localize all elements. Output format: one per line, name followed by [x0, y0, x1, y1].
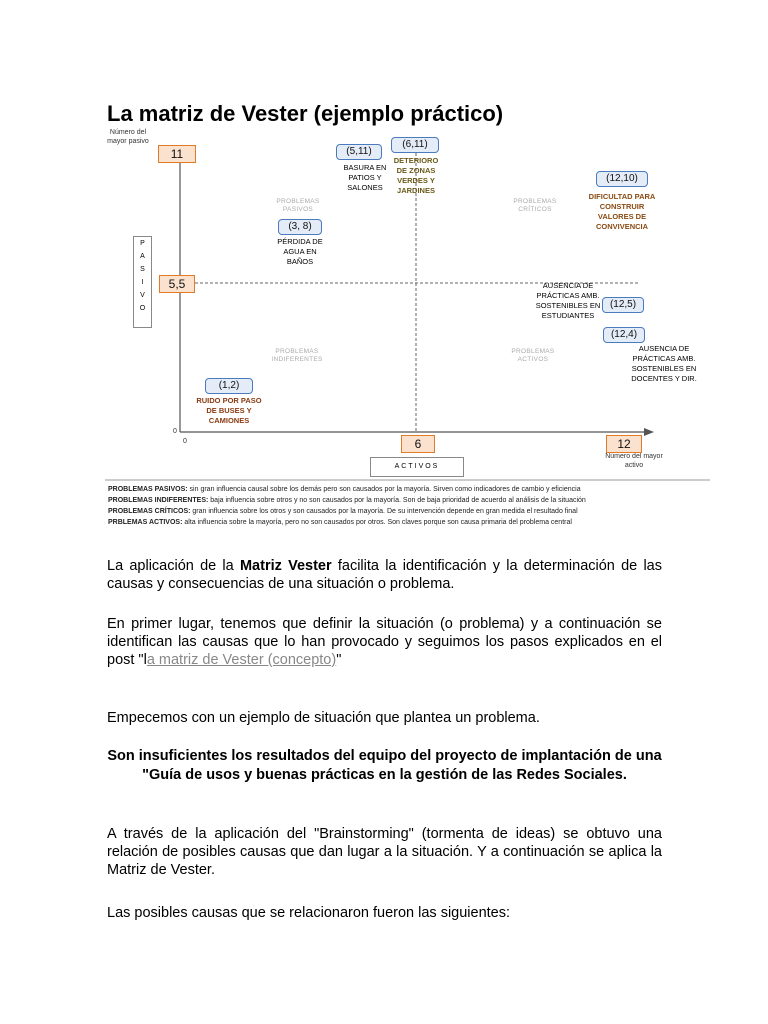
y-mid-box: 5,5 [159, 275, 195, 293]
x-max-box: 12 [606, 435, 642, 453]
quadrant-activos: PROBLEMAS ACTIVOS [511, 348, 555, 363]
point-coord-12-5: (12,5) [602, 297, 644, 313]
x-axis-arrow [644, 428, 654, 436]
y-max-box: 11 [158, 145, 196, 163]
problem-statement: Son insuficientes los resultados del equipo del proyecto de implantación de una "Guía de usos y buenas prácticas en la gestión de las Redes Sociales. [107, 748, 662, 783]
paragraph-brainstorming: A través de la aplicación del "Brainstorming" (tormenta de ideas) se obtuvo una relación de posibles causas que dan lugar a la situación. Y a continuación se aplica la Matriz de Vester. [107, 826, 662, 878]
point-label-basura: BASURA EN PATIOS Y SALONES [343, 163, 387, 192]
paragraph-causes-intro: Las posibles causas que se relacionaron fueron las siguientes: [107, 905, 511, 921]
legend-row: PROBLEMAS CRÍTICOS: gran influencia sobre los otros y son causados por la mayoría. De su intervención depende en gran medida el resultado final [108, 508, 578, 515]
activos-axis-title: ACTIVOS [370, 457, 464, 477]
paragraph-example: Empecemos con un ejemplo de situación que plantea un problema. [107, 710, 540, 726]
pasivo-axis-title: P A S I V O [133, 236, 152, 328]
point-coord-5-11: (5,11) [336, 144, 382, 160]
legend-row: PROBLEMAS PASIVOS: sin gran influencia causal sobre los demás pero son causados por la mayoría. Sirven como indicadores de cambio y eficiencia [108, 486, 581, 493]
paragraph-steps: En primer lugar, tenemos que definir la situación (o problema) y a continuación se identifican las causas que lo han provocado y seguimos los pasos explicados en el post "la matriz de Vester (concepto)" [107, 616, 662, 668]
point-label-ausencia-estudiantes: AUSENCIA DE PRÁCTICAS AMB. SOSTENIBLES EN ESTUDIANTES [535, 281, 601, 320]
point-coord-6-11: (6,11) [391, 137, 439, 153]
point-label-deterioro: DETERIORO DE ZONAS VERDES Y JARDINES [393, 156, 439, 195]
point-coord-3-8: (3, 8) [278, 219, 322, 235]
concept-post-link[interactable]: a matriz de Vester (concepto) [146, 652, 337, 668]
page-title: La matriz de Vester (ejemplo práctico) [107, 101, 504, 126]
paragraph-intro: La aplicación de la Matriz Vester facilita la identificación y la determinación de las causas y consecuencias de una situación o problema. [107, 558, 662, 592]
point-label-dificultad: DIFICULTAD PARA CONSTRUIR VALORES DE CONVIVENCIA [588, 192, 656, 231]
point-label-perdida: PÉRDIDA DE AGUA EN BAÑOS [277, 237, 323, 266]
quadrant-criticos: PROBLEMAS CRÍTICOS [513, 198, 557, 213]
y-axis-caption: Número del mayor pasivo [107, 129, 149, 145]
origin-y-label: 0 [173, 428, 177, 435]
x-mid-box: 6 [401, 435, 435, 453]
legend-row: PROBLEMAS INDIFERENTES: baja influencia sobre otros y no son causados por la mayoría. Son de baja prioridad de acuerdo al análisis de la situación [108, 497, 586, 504]
point-coord-12-4: (12,4) [603, 327, 645, 343]
point-label-ausencia-docentes: AUSENCIA DE PRÁCTICAS AMB. SOSTENIBLES EN DOCENTES Y DIR. [631, 344, 697, 383]
point-coord-1-2: (1,2) [205, 378, 253, 394]
quadrant-indiferentes: PROBLEMAS INDIFERENTES [271, 348, 323, 363]
point-label-ruido: RUIDO POR PASO DE BUSES Y CAMIONES [196, 396, 262, 425]
quadrant-pasivos: PROBLEMAS PASIVOS [276, 198, 320, 213]
origin-x-label: 0 [183, 438, 187, 445]
figure-legend [108, 484, 708, 528]
legend-row: PRBLEMAS ACTIVOS: alta influencia sobre la mayoría, pero no son causados por otros. Son claves porque son causa primaria del problema central [108, 519, 572, 526]
x-axis-caption: Número del mayor activo [605, 453, 663, 469]
point-coord-12-10: (12,10) [596, 171, 648, 187]
